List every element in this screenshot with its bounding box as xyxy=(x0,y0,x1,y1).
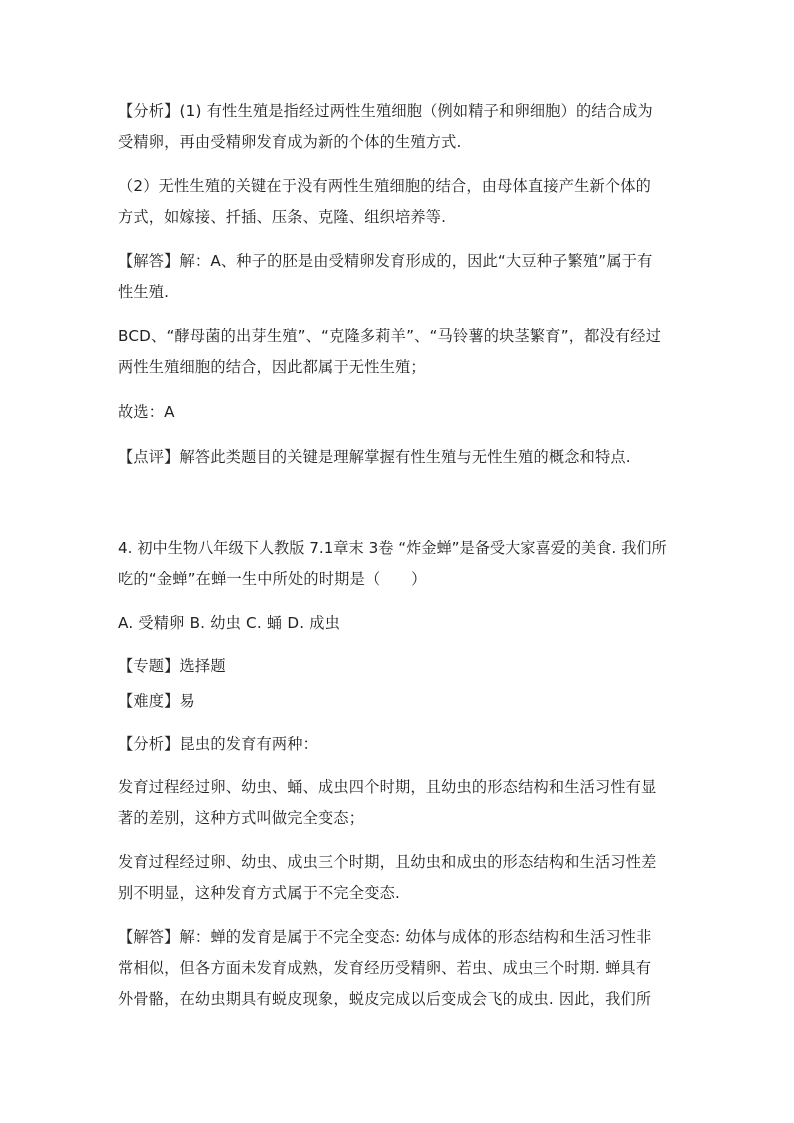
analysis-2-line-5: 别不明显，这种发育方式属于不完全变态. xyxy=(118,884,401,902)
answer-line-1: 【解答】解：A、种子的胚是由受精卵发育形成的，因此“大豆种子繁殖”属于有 xyxy=(118,252,653,270)
analysis-line-1: 【分析】(1) 有性生殖是指经过两性生殖细胞（例如精子和卵细胞）的结合成为 xyxy=(118,102,653,120)
answer-2-line-3: 外骨骼，在幼虫期具有蜕皮现象，蜕皮完成以后变成会飞的成虫. 因此，我们所 xyxy=(118,990,652,1008)
answer-line-4: 两性生殖细胞的结合，因此都属于无性生殖； xyxy=(118,358,426,376)
answer-line-3: BCD、“酵母菌的出芽生殖”、“克隆多莉羊”、“马铃薯的块茎繁育”，都没有经过 xyxy=(118,327,662,345)
choice-result: 故选：A xyxy=(118,403,175,421)
question-4-line-2: 吃的“金蝉”在蝉一生中所处的时期是（ ） xyxy=(118,570,427,588)
analysis-line-3: （2）无性生殖的关键在于没有两性生殖细胞的结合，由母体直接产生新个体的 xyxy=(118,177,652,195)
analysis-line-2: 受精卵，再由受精卵发育成为新的个体的生殖方式. xyxy=(118,133,462,151)
question-4-options: A. 受精卵 B. 幼虫 C. 蛹 D. 成虫 xyxy=(118,614,341,632)
analysis-2-line-2: 发育过程经过卵、幼虫、蛹、成虫四个时期，且幼虫的形态结构和生活习性有显 xyxy=(118,778,657,796)
analysis-line-4: 方式，如嫁接、扦插、压条、克隆、组织培养等. xyxy=(118,208,447,226)
difficulty-label: 【难度】易 xyxy=(118,692,195,710)
comment-line: 【点评】解答此类题目的关键是理解掌握有性生殖与无性生殖的概念和特点. xyxy=(118,448,631,466)
answer-2-line-1: 【解答】解：蝉的发育是属于不完全变态: 幼体与成体的形态结构和生活习性非 xyxy=(118,928,652,946)
answer-2-line-2: 常相似，但各方面未发育成熟，发育经历受精卵、若虫、成虫三个时期. 蝉具有 xyxy=(118,959,652,977)
answer-line-2: 性生殖. xyxy=(118,283,170,301)
analysis-2-line-4: 发育过程经过卵、幼虫、成虫三个时期，且幼虫和成虫的形态结构和生活习性差 xyxy=(118,853,657,871)
topic-label: 【专题】选择题 xyxy=(118,657,226,675)
question-4-line-1: 4. 初中生物八年级下人教版 7.1章末 3卷 “炸金蝉”是备受大家喜爱的美食. 我们所 xyxy=(118,539,667,557)
analysis-2-line-3: 著的差别，这种方式叫做完全变态； xyxy=(118,809,365,827)
analysis-2-line-1: 【分析】昆虫的发育有两种： xyxy=(118,735,319,753)
